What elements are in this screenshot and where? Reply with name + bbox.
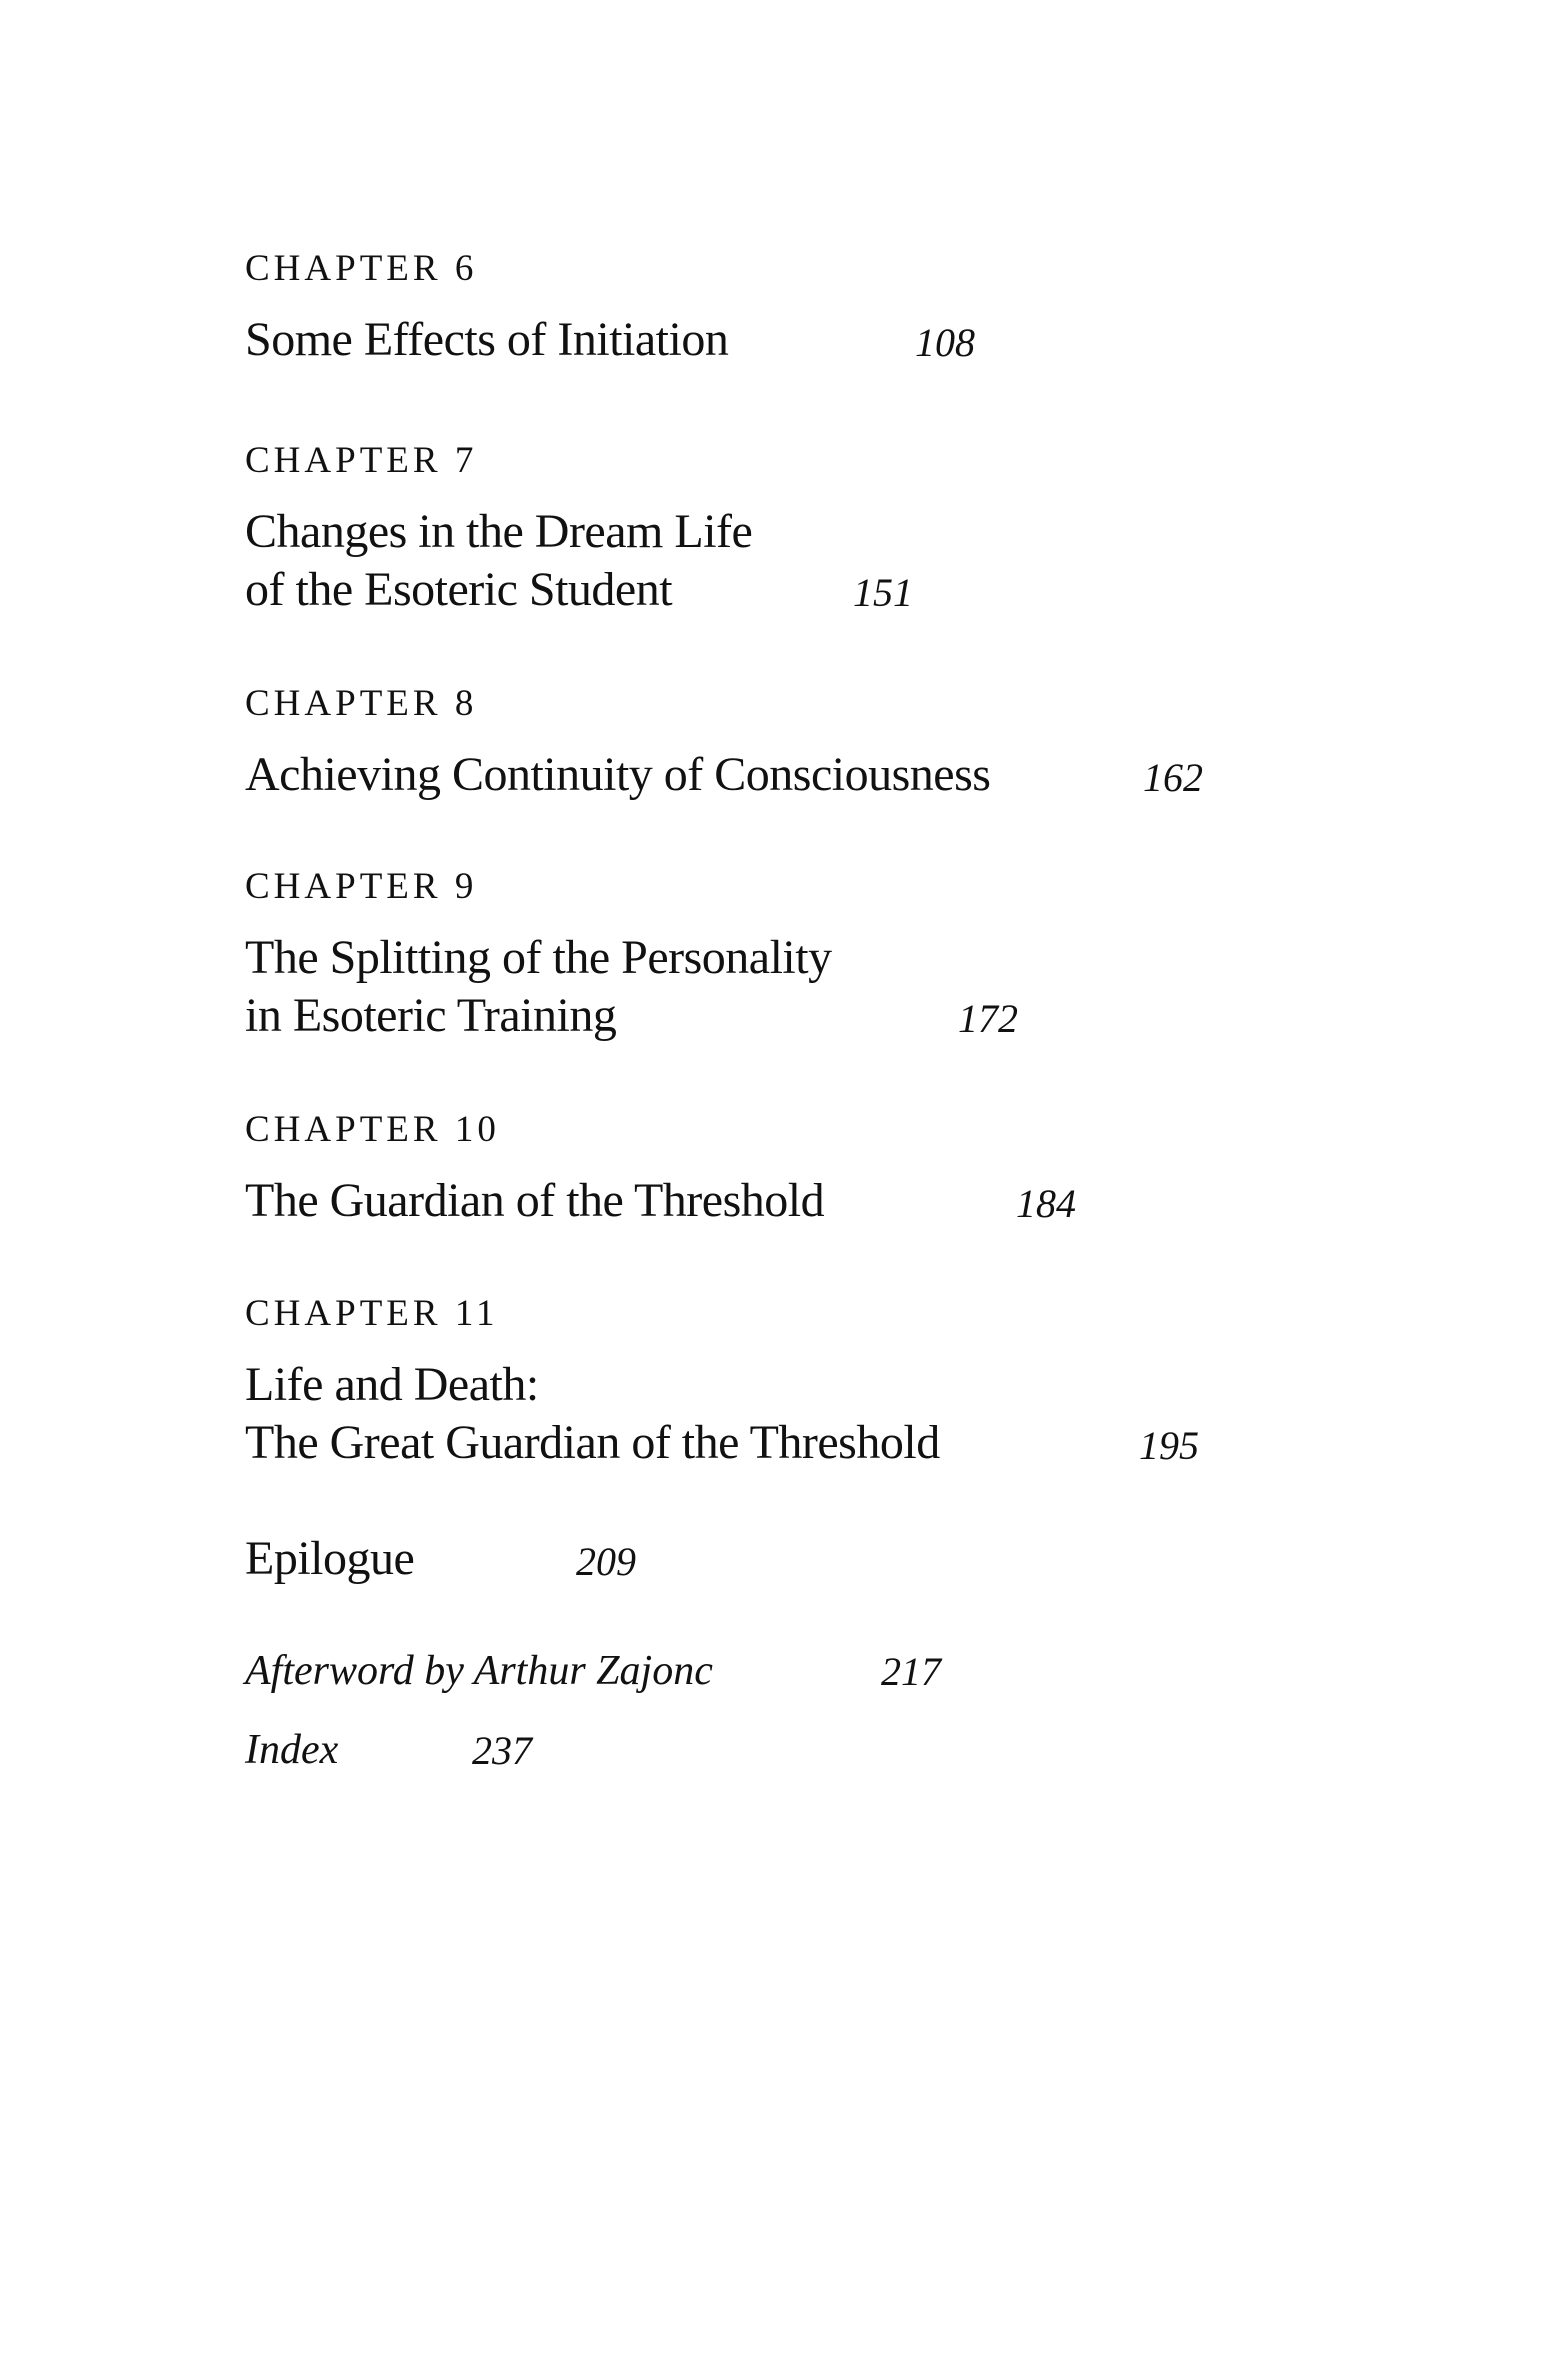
chapter-11-title-line-1[interactable]: Life and Death: — [245, 1358, 539, 1411]
chapter-8-label: CHAPTER 8 — [245, 683, 478, 724]
afterword-title[interactable]: Afterword by Arthur Zajonc — [245, 1648, 713, 1694]
chapter-10-page-number[interactable]: 184 — [1016, 1181, 1076, 1226]
afterword-page-number[interactable]: 217 — [881, 1649, 941, 1694]
chapter-9-title-line-1[interactable]: The Splitting of the Personality — [245, 931, 832, 984]
chapter-9-page-number[interactable]: 172 — [958, 996, 1018, 1041]
chapter-10-label: CHAPTER 10 — [245, 1109, 500, 1150]
chapter-10-title[interactable]: The Guardian of the Threshold — [245, 1174, 825, 1227]
chapter-9-label: CHAPTER 9 — [245, 866, 478, 907]
chapter-7-page-number[interactable]: 151 — [853, 570, 913, 615]
chapter-9-title-line-2[interactable]: in Esoteric Training — [245, 989, 617, 1042]
chapter-11-page-number[interactable]: 195 — [1139, 1423, 1199, 1468]
chapter-8-title[interactable]: Achieving Continuity of Consciousness — [245, 748, 991, 801]
index-page-number[interactable]: 237 — [472, 1728, 532, 1773]
chapter-11-title-line-2[interactable]: The Great Guardian of the Threshold — [245, 1416, 940, 1469]
chapter-7-label: CHAPTER 7 — [245, 440, 478, 481]
chapter-6-label: CHAPTER 6 — [245, 248, 478, 289]
chapter-6-page-number[interactable]: 108 — [915, 320, 975, 365]
chapter-7-title-line-2[interactable]: of the Esoteric Student — [245, 563, 673, 616]
index-title[interactable]: Index — [245, 1727, 339, 1773]
chapter-8-page-number[interactable]: 162 — [1143, 755, 1203, 800]
chapter-7-title-line-1[interactable]: Changes in the Dream Life — [245, 505, 753, 558]
chapter-6-title[interactable]: Some Effects of Initiation — [245, 313, 729, 366]
chapter-11-label: CHAPTER 11 — [245, 1293, 499, 1334]
epilogue-page-number[interactable]: 209 — [576, 1539, 636, 1584]
epilogue-title[interactable]: Epilogue — [245, 1532, 415, 1585]
